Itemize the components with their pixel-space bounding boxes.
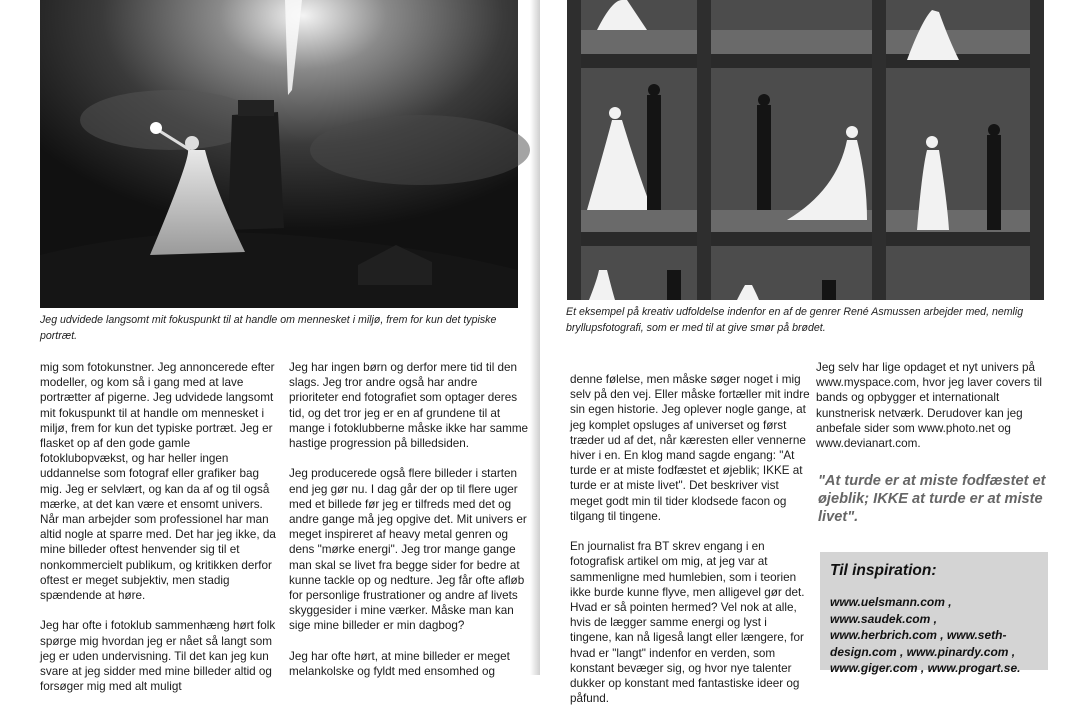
wedding-grid-photo: [567, 0, 1044, 300]
article-column-3: [570, 372, 810, 722]
article-column-4: [816, 360, 1056, 466]
photo-caption: Et eksempel på kreativ udfoldelse indenfor en af de genrer René Asmussen arbejder med, nemlig bryllupsfotografi, som er med til at give smør på brødet.: [566, 306, 1024, 334]
paragraph: Jeg har ofte i fotoklub sammenhæng hørt folk spørge mig hvordan jeg er nået så langt som jeg er uden undervisning. Til det kan jeg kun svare at jeg sidder med mine billeder altid og forsøger mig med alt muligt: [40, 619, 276, 694]
paragraph: mig som fotokunstner. Jeg annoncerede efter modeller, og kom så i gang med at lave portrætter af pigerne. Jeg udvidede langsomt mit fokuspunkt til at handle om mennesket i miljø, frem for kun det typiske portræt. Jeg er flasket op af den gode gamle fotoklubopvækst, og har heller ingen uddannelse som fotograf eller grafiker bag mig. Jeg er selvlært, og kan da af og til også mærke, at det kan være et ensomt univers. Når man arbejder som professionel har man altid nogle at sparre med. Det har jeg ikke, da mine billeder oftest henvender sig til et nonkommercielt publikum, og kritikken derfor oftest er meget subjektiv, men stadig spændende at høre.: [40, 361, 276, 603]
paragraph: En journalist fra BT skrev engang i en fotografisk artikel om mig, at jeg var at sammenligne med humlebien, som i teorien ikke burde kunne flyve, men alligevel gør det. Hvad er så pointen hermed? Vel nok at alle, hvis de lægger samme energi og lyst i tingene, kan nå ligeså langt eller længere, for hvad er "langt" indenfor en verden, som konstant bevæger sig, og hvor nye talenter dukker op konstant med fantastiske ideer og påfund.: [570, 540, 805, 706]
lighthouse-bride-photo: [40, 0, 518, 308]
article-column-1: [40, 360, 280, 710]
article-column-2: [289, 360, 529, 694]
inspiration-links: www.uelsmann.com , www.saudek.com , www.herbrich.com , www.seth-design.com , www.pinardy.com , www.giger.com , www.progart.se.: [830, 595, 1021, 675]
paragraph: Jeg har ingen børn og derfor mere tid til den slags. Jeg tror andre også har andre prioriteter end fotografiet som optager deres tid, og det tror jeg er en af grundene til at mange i fotoklubberne måske ikke har samme hastige progression på billedsiden.: [289, 361, 529, 451]
photo-caption: Jeg udvidede langsomt mit fokuspunkt til at handle om mennesket i miljø, frem for kun det typiske portræt.: [40, 314, 497, 342]
pull-quote: "At turde er at miste fodfæstet et øjeblik; IKKE at turde er at miste livet".: [818, 473, 1046, 525]
paragraph: Jeg selv har lige opdaget et nyt univers på www.myspace.com, hvor jeg laver covers til bands og opbygger et internationalt kunstnerisk netværk. Derudover kan jeg anbefale sider som www.photo.net og www.devianart.com.: [816, 361, 1043, 451]
inspiration-title: Til inspiration:: [830, 562, 937, 579]
left-page: [0, 0, 540, 694]
paragraph: Jeg har ofte hørt, at mine billeder er meget melankolske og fyldt med ensomhed og: [289, 649, 510, 679]
inspiration-box: [820, 552, 1048, 675]
paragraph: Jeg producerede også flere billeder i starten end jeg gør nu. I dag går der op til flere uger med et billede før jeg er tilfreds med det og andre gange må jeg opgive det. Mit univers er meget inspireret af heavy metal genren og dens "mørke energi". Jeg tror mange gange man skal se livet fra begge sider for bedre at kunne tackle op og nedture. Jeg får ofte afløb for personlige frustrationer og andre af livets skyggesider i mine værker. Måske man kan sige mine billeder er min dagbog?: [289, 467, 527, 633]
paragraph: denne følelse, men måske søger noget i mig selv på den vej. Eller måske fortæller mit indre sin egen historie. Jeg oplever nogle gange, at jeg komplet opsluges af universet og først træder ud af det, når kæresten eller vennerne hiver i en. En klog mand sagde engang: "At turde er at miste fodfæstet et øjeblik; IKKE at turde er at miste livet". Det beskriver vist meget godt min til tider klodsede facon og tilgang til tingene.: [570, 373, 810, 523]
